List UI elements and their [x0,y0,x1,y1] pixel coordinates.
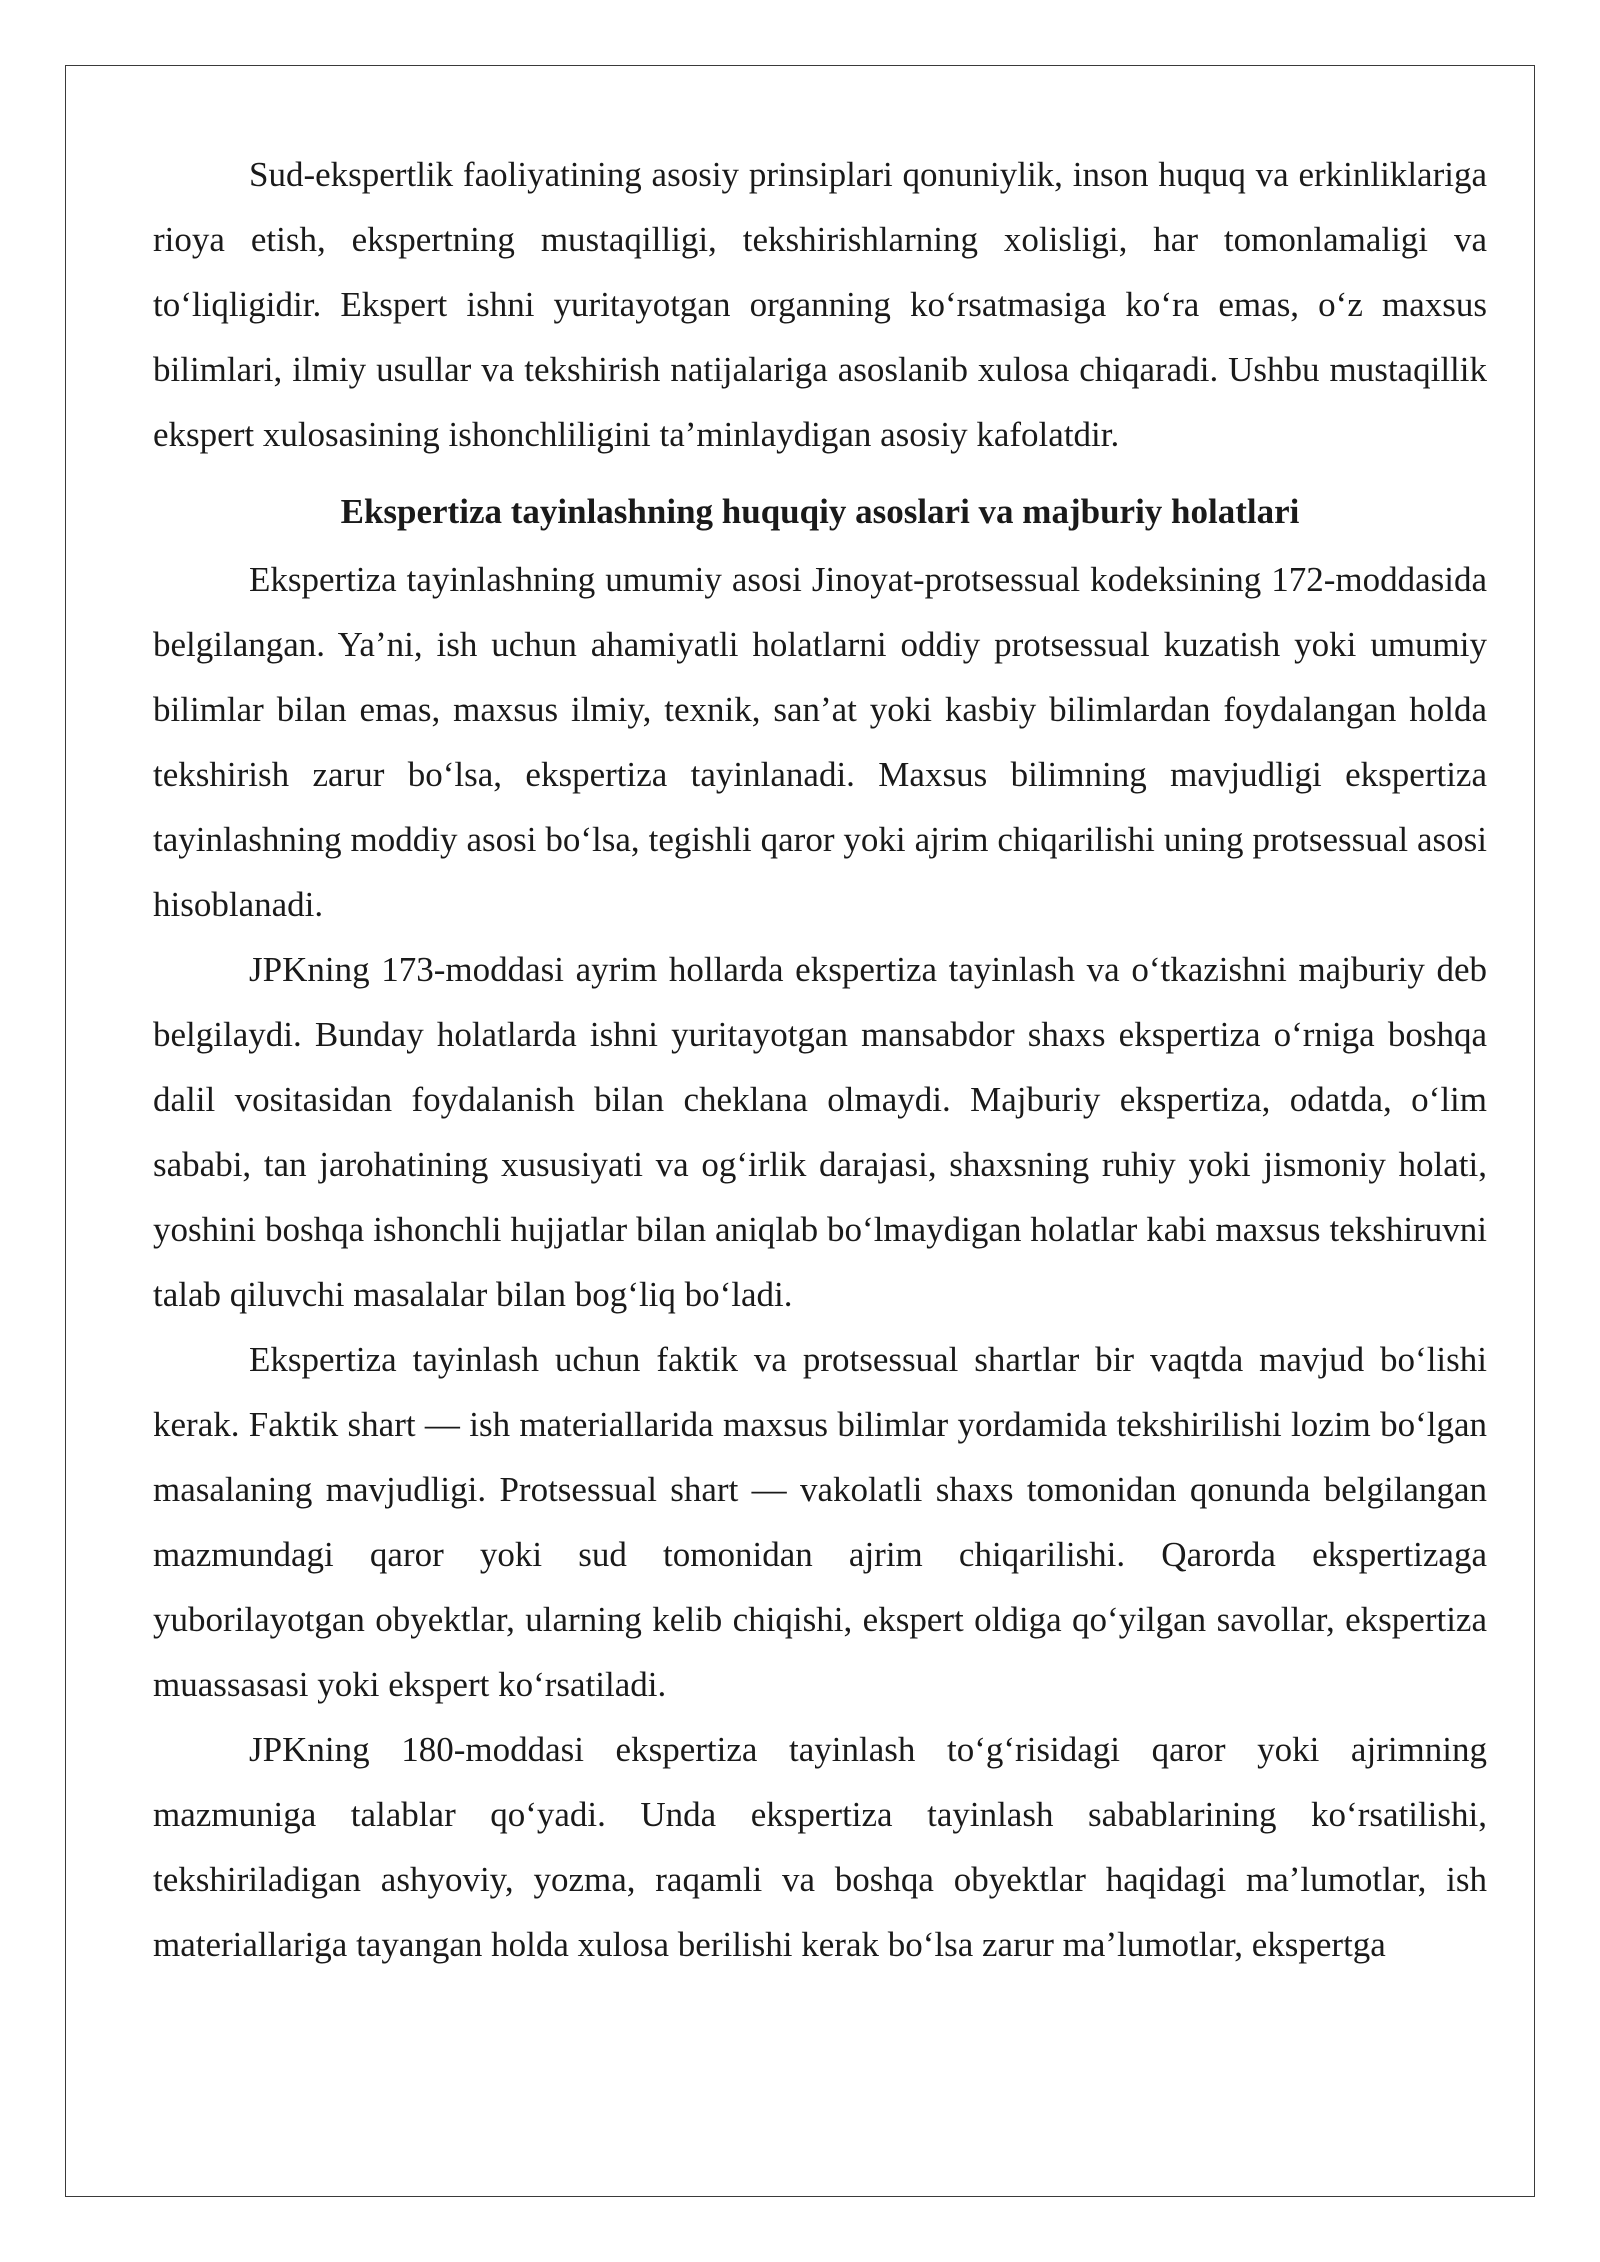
paragraph-conditions: Ekspertiza tayinlash uchun faktik va protsessual shartlar bir vaqtda mavjud boʻlishi kerak. Faktik shart — ish materiallarida maxsus bilimlar yordamida tekshirilishi lozim boʻlgan masalaning mavjudligi. Protsessual shart — vakolatli shaxs tomonidan qonunda belgilangan mazmundagi qaror yoki sud tomonidan ajrim chiqarilishi. Qarorda ekspertizaga yuborilayotgan obyektlar, ularning kelib chiqishi, ekspert oldiga qoʻyilgan savollar, ekspertiza muassasasi yoki ekspert koʻrsatiladi. [153,1340,1487,1704]
paragraph-article-180: JPKning 180-moddasi ekspertiza tayinlash toʻgʻrisidagi qaror yoki ajrimning mazmuniga talablar qoʻyadi. Unda ekspertiza tayinlash sabablarining koʻrsatilishi, tekshiriladigan ashyoviy, yozma, raqamli va boshqa obyektlar haqidagi maʼlumotlar, ish materiallariga tayangan holda xulosa berilishi kerak boʻlsa zarur maʼlumotlar, ekspertga [153,1730,1487,1964]
paragraph-article-172: Ekspertiza tayinlashning umumiy asosi Jinoyat-protsessual kodeksining 172-moddasida belgilangan. Yaʼni, ish uchun ahamiyatli holatlarni oddiy protsessual kuzatish yoki umumiy bilimlar bilan emas, maxsus ilmiy, texnik, sanʼat yoki kasbiy bilimlardan foydalangan holda tekshirish zarur boʻlsa, ekspertiza tayinlanadi. Maxsus bilimning mavjudligi ekspertiza tayinlashning moddiy asosi boʻlsa, tegishli qaror yoki ajrim chiqarilishi uning protsessual asosi hisoblanadi. [153,560,1487,924]
document-body [153,142,1487,1977]
section-heading: Ekspertiza tayinlashning huquqiy asoslari va majburiy holatlari [340,492,1300,531]
paragraph-principles: Sud-ekspertlik faoliyatining asosiy prinsiplari qonuniylik, inson huquq va erkinliklariga rioya etish, ekspertning mustaqilligi, tekshirishlarning xolisligi, har tomonlamaligi va toʻliqligidir. Ekspert ishni yuritayotgan organning koʻrsatmasiga koʻra emas, oʻz maxsus bilimlari, ilmiy usullar va tekshirish natijalariga asoslanib xulosa chiqaradi. Ushbu mustaqillik ekspert xulosasining ishonchliligini taʼminlaydigan asosiy kafolatdir. [153,155,1487,454]
paragraph-article-173: JPKning 173-moddasi ayrim hollarda ekspertiza tayinlash va oʻtkazishni majburiy deb belgilaydi. Bunday holatlarda ishni yuritayotgan mansabdor shaxs ekspertiza oʻrniga boshqa dalil vositasidan foydalanish bilan cheklana olmaydi. Majburiy ekspertiza, odatda, oʻlim sababi, tan jarohatining xususiyati va ogʻirlik darajasi, shaxsning ruhiy yoki jismoniy holati, yoshini boshqa ishonchli hujjatlar bilan aniqlab boʻlmaydigan holatlar kabi maxsus tekshiruvni talab qiluvchi masalalar bilan bogʻliq boʻladi. [153,950,1487,1314]
